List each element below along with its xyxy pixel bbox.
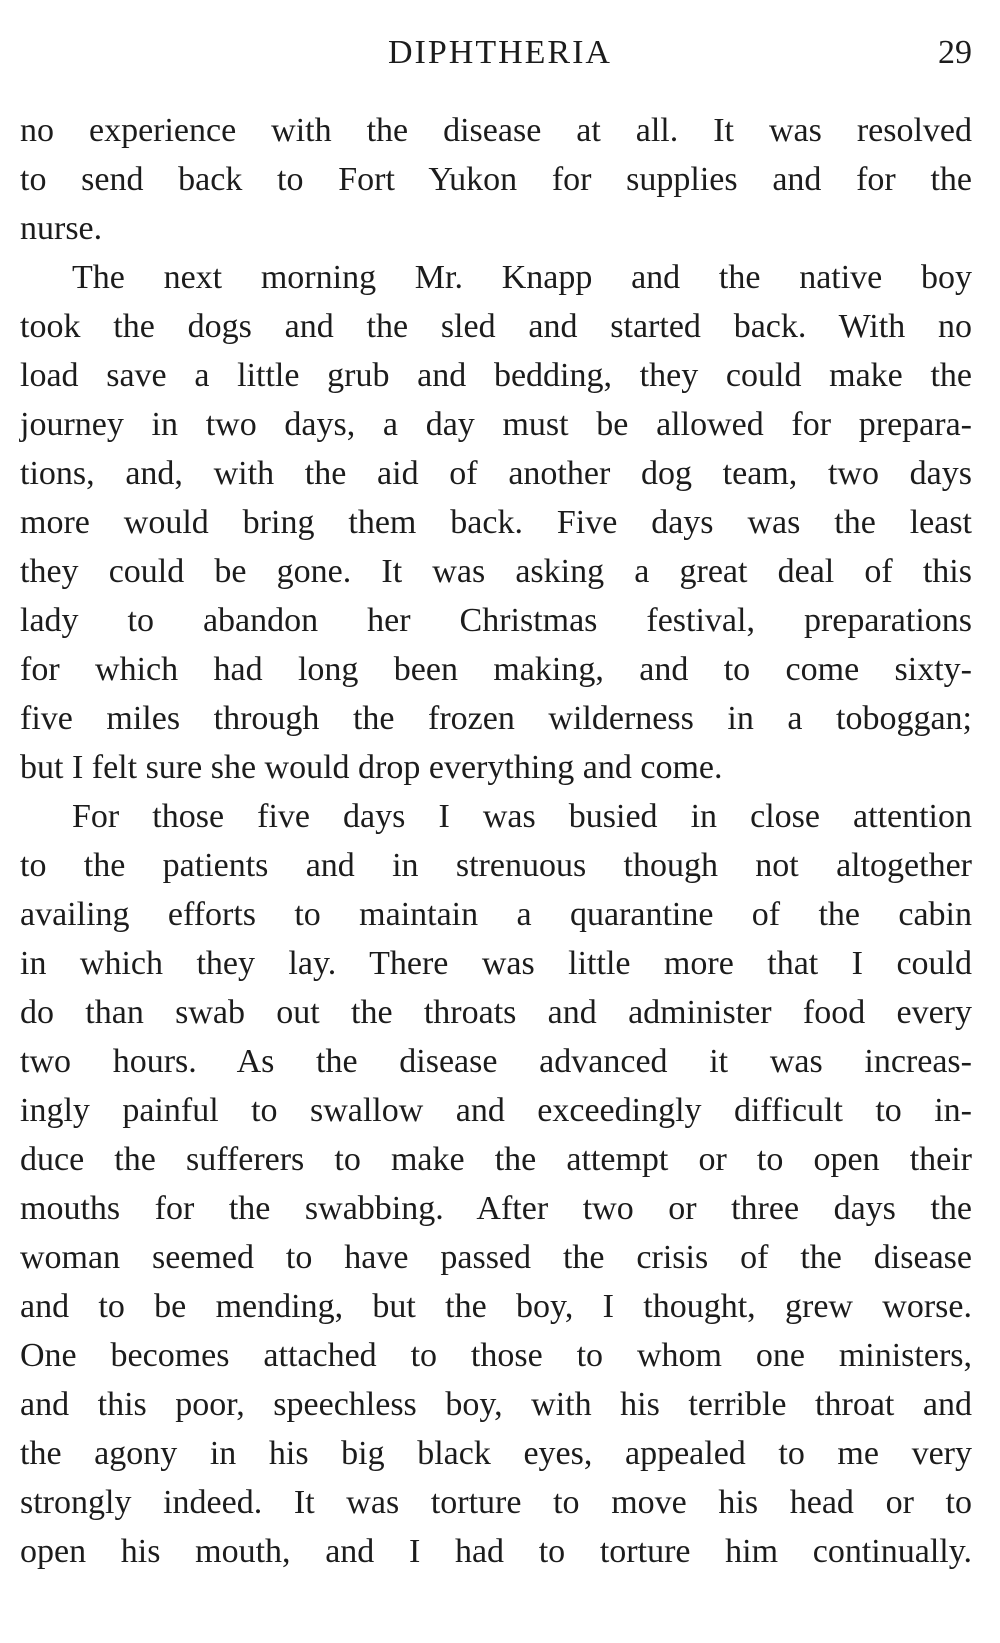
text-line: two hours. As the disease advanced it was increas- <box>20 1043 972 1080</box>
text-line: and this poor, speechless boy, with his terrible throat and <box>20 1386 972 1423</box>
text-line: journey in two days, a day must be allowed for prepara- <box>20 406 972 443</box>
text-line: One becomes attached to those to whom one ministers, <box>20 1337 972 1374</box>
text-line: do than swab out the throats and administer food every <box>20 994 972 1031</box>
text-line: For those five days I was busied in close attention <box>72 798 972 835</box>
text-line: took the dogs and the sled and started back. With no <box>20 308 972 345</box>
chapter-title: DIPHTHERIA <box>388 34 612 71</box>
text-line: load save a little grub and bedding, they could make the <box>20 357 972 394</box>
text-line: mouths for the swabbing. After two or three days the <box>20 1190 972 1227</box>
text-line: but I felt sure she would drop everything and come. <box>20 749 723 786</box>
text-line: to send back to Fort Yukon for supplies and for the <box>20 161 972 198</box>
text-line: The next morning Mr. Knapp and the native boy <box>72 259 972 296</box>
text-line: ingly painful to swallow and exceedingly difficult to in- <box>20 1092 972 1129</box>
text-line: open his mouth, and I had to torture him continually. <box>20 1533 972 1570</box>
text-line: lady to abandon her Christmas festival, preparations <box>20 602 972 639</box>
text-line: to the patients and in strenuous though not altogether <box>20 847 972 884</box>
text-line: woman seemed to have passed the crisis of the disease <box>20 1239 972 1276</box>
page-number: 29 <box>938 34 972 71</box>
text-line: the agony in his big black eyes, appealed to me very <box>20 1435 972 1472</box>
text-line: five miles through the frozen wilderness in a toboggan; <box>20 700 972 737</box>
body-text <box>20 106 972 1576</box>
text-line: strongly indeed. It was torture to move his head or to <box>20 1484 972 1521</box>
text-line: no experience with the disease at all. It was resolved <box>20 112 972 149</box>
text-line: in which they lay. There was little more that I could <box>20 945 972 982</box>
text-line: for which had long been making, and to come sixty- <box>20 651 972 688</box>
running-head <box>0 28 1000 78</box>
text-line: availing efforts to maintain a quarantine of the cabin <box>20 896 972 933</box>
text-line: more would bring them back. Five days was the least <box>20 504 972 541</box>
text-line: and to be mending, but the boy, I thought, grew worse. <box>20 1288 972 1325</box>
text-line: duce the sufferers to make the attempt or to open their <box>20 1141 972 1178</box>
text-line: they could be gone. It was asking a great deal of this <box>20 553 972 590</box>
text-line: tions, and, with the aid of another dog team, two days <box>20 455 972 492</box>
text-line: nurse. <box>20 210 103 247</box>
